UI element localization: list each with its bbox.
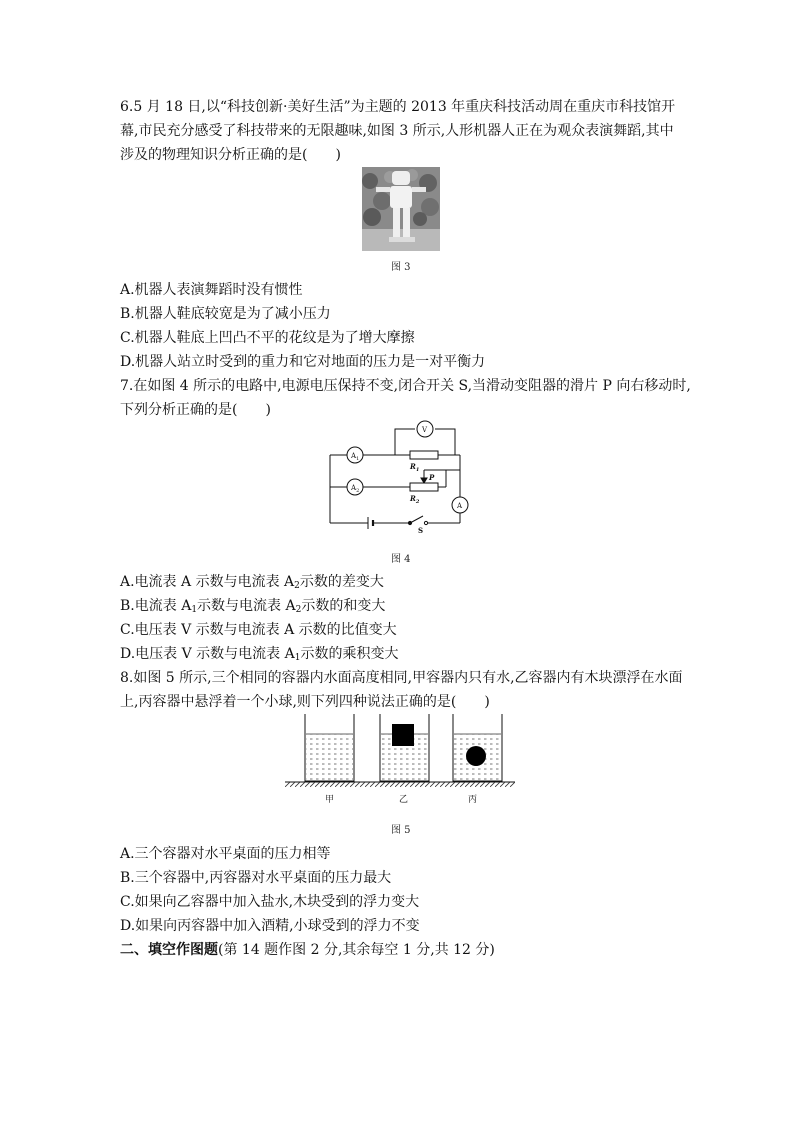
svg-text:A1: $A_1$ bbox=[351, 452, 360, 462]
voltmeter-label: V bbox=[422, 426, 428, 434]
containers-diagram bbox=[285, 712, 515, 810]
switch-s-label: S bbox=[418, 526, 424, 535]
q6-line-1: 6.5 月 18 日,以“科技创新·美好生活”为主题的 2013 年重庆科技活动周在重庆市科技馆开 bbox=[120, 99, 676, 115]
figure-5-caption: 图 5 bbox=[391, 825, 411, 836]
q6-line-3: 涉及的物理知识分析正确的是( ) bbox=[120, 147, 341, 163]
ammeter-a2 bbox=[347, 479, 363, 495]
section-2-title: 二、填空作图题 bbox=[120, 942, 218, 958]
container-yi bbox=[380, 714, 429, 781]
q6-option-d: D.机器人站立时受到的重力和它对地面的压力是一对平衡力 bbox=[120, 354, 486, 370]
robot-photo bbox=[362, 167, 440, 251]
q6-option-a: A.机器人表演舞蹈时没有惯性 bbox=[120, 282, 303, 298]
q7-option-c: C.电压表 V 示数与电流表 A 示数的比值变大 bbox=[120, 622, 397, 638]
r1-label: $R_1$ bbox=[410, 462, 420, 473]
q6-line-2: 幕,市民充分感受了科技带来的无限趣味,如图 3 所示,人形机器人正在为观众表演舞蹈,其中 bbox=[120, 123, 674, 139]
ammeter-a1 bbox=[347, 447, 363, 463]
label-yi: 乙 bbox=[399, 795, 409, 805]
slider-p-label: P bbox=[429, 473, 435, 482]
section-2-note: (第 14 题作图 2 分,其余每空 1 分,共 12 分) bbox=[218, 942, 495, 958]
figure-3-caption: 图 3 bbox=[391, 262, 411, 273]
q7-option-a: A.电流表 A 示数与电流表 $A_2$示数的差变大 bbox=[120, 574, 384, 591]
q7-line-2: 下列分析正确的是( ) bbox=[120, 402, 271, 418]
q7-line-1: 7.在如图 4 所示的电路中,电源电压保持不变,闭合开关 S,当滑动变阻器的滑片 P 向右移动时, bbox=[120, 378, 691, 394]
q7-option-d: D.电压表 V 示数与电流表 $A_1$示数的乘积变大 bbox=[120, 646, 399, 663]
q6-option-c: C.机器人鞋底上凹凸不平的花纹是为了增大摩擦 bbox=[120, 330, 415, 346]
ammeter-a bbox=[452, 497, 468, 513]
label-bing: 丙 bbox=[468, 795, 478, 805]
q8-option-b: B.三个容器中,丙容器对水平桌面的压力最大 bbox=[120, 870, 392, 886]
container-bing bbox=[453, 714, 502, 781]
q8-line-1: 8.如图 5 所示,三个相同的容器内水面高度相同,甲容器内只有水,乙容器内有木块漂浮在水面 bbox=[120, 670, 683, 686]
section-2-heading bbox=[120, 941, 495, 959]
resistor-r2 bbox=[410, 483, 438, 491]
circuit-diagram bbox=[320, 415, 480, 537]
label-jia: 甲 bbox=[325, 795, 335, 805]
suspended-ball bbox=[466, 746, 486, 766]
q8-option-a: A.三个容器对水平桌面的压力相等 bbox=[120, 846, 331, 862]
voltmeter bbox=[417, 421, 433, 437]
q7-option-b: B.电流表 $A_1$示数与电流表 $A_2$示数的和变大 bbox=[120, 598, 386, 615]
svg-text:A: A bbox=[457, 502, 463, 510]
battery bbox=[368, 517, 373, 529]
container-jia bbox=[305, 714, 354, 781]
svg-text:A2: $A_2$ bbox=[351, 484, 360, 494]
q8-option-d: D.如果向丙容器中加入酒精,小球受到的浮力不变 bbox=[120, 918, 420, 934]
q8-option-c: C.如果向乙容器中加入盐水,木块受到的浮力变大 bbox=[120, 894, 420, 910]
wooden-block bbox=[392, 724, 414, 746]
q6-option-b: B.机器人鞋底较宽是为了减小压力 bbox=[120, 306, 331, 322]
resistor-r1 bbox=[410, 451, 438, 459]
switch-s bbox=[408, 516, 427, 525]
r2-label: $R_2$ bbox=[410, 494, 420, 505]
figure-4-caption: 图 4 bbox=[391, 554, 411, 565]
q8-line-2: 上,丙容器中悬浮着一个小球,则下列四种说法正确的是( ) bbox=[120, 694, 490, 710]
